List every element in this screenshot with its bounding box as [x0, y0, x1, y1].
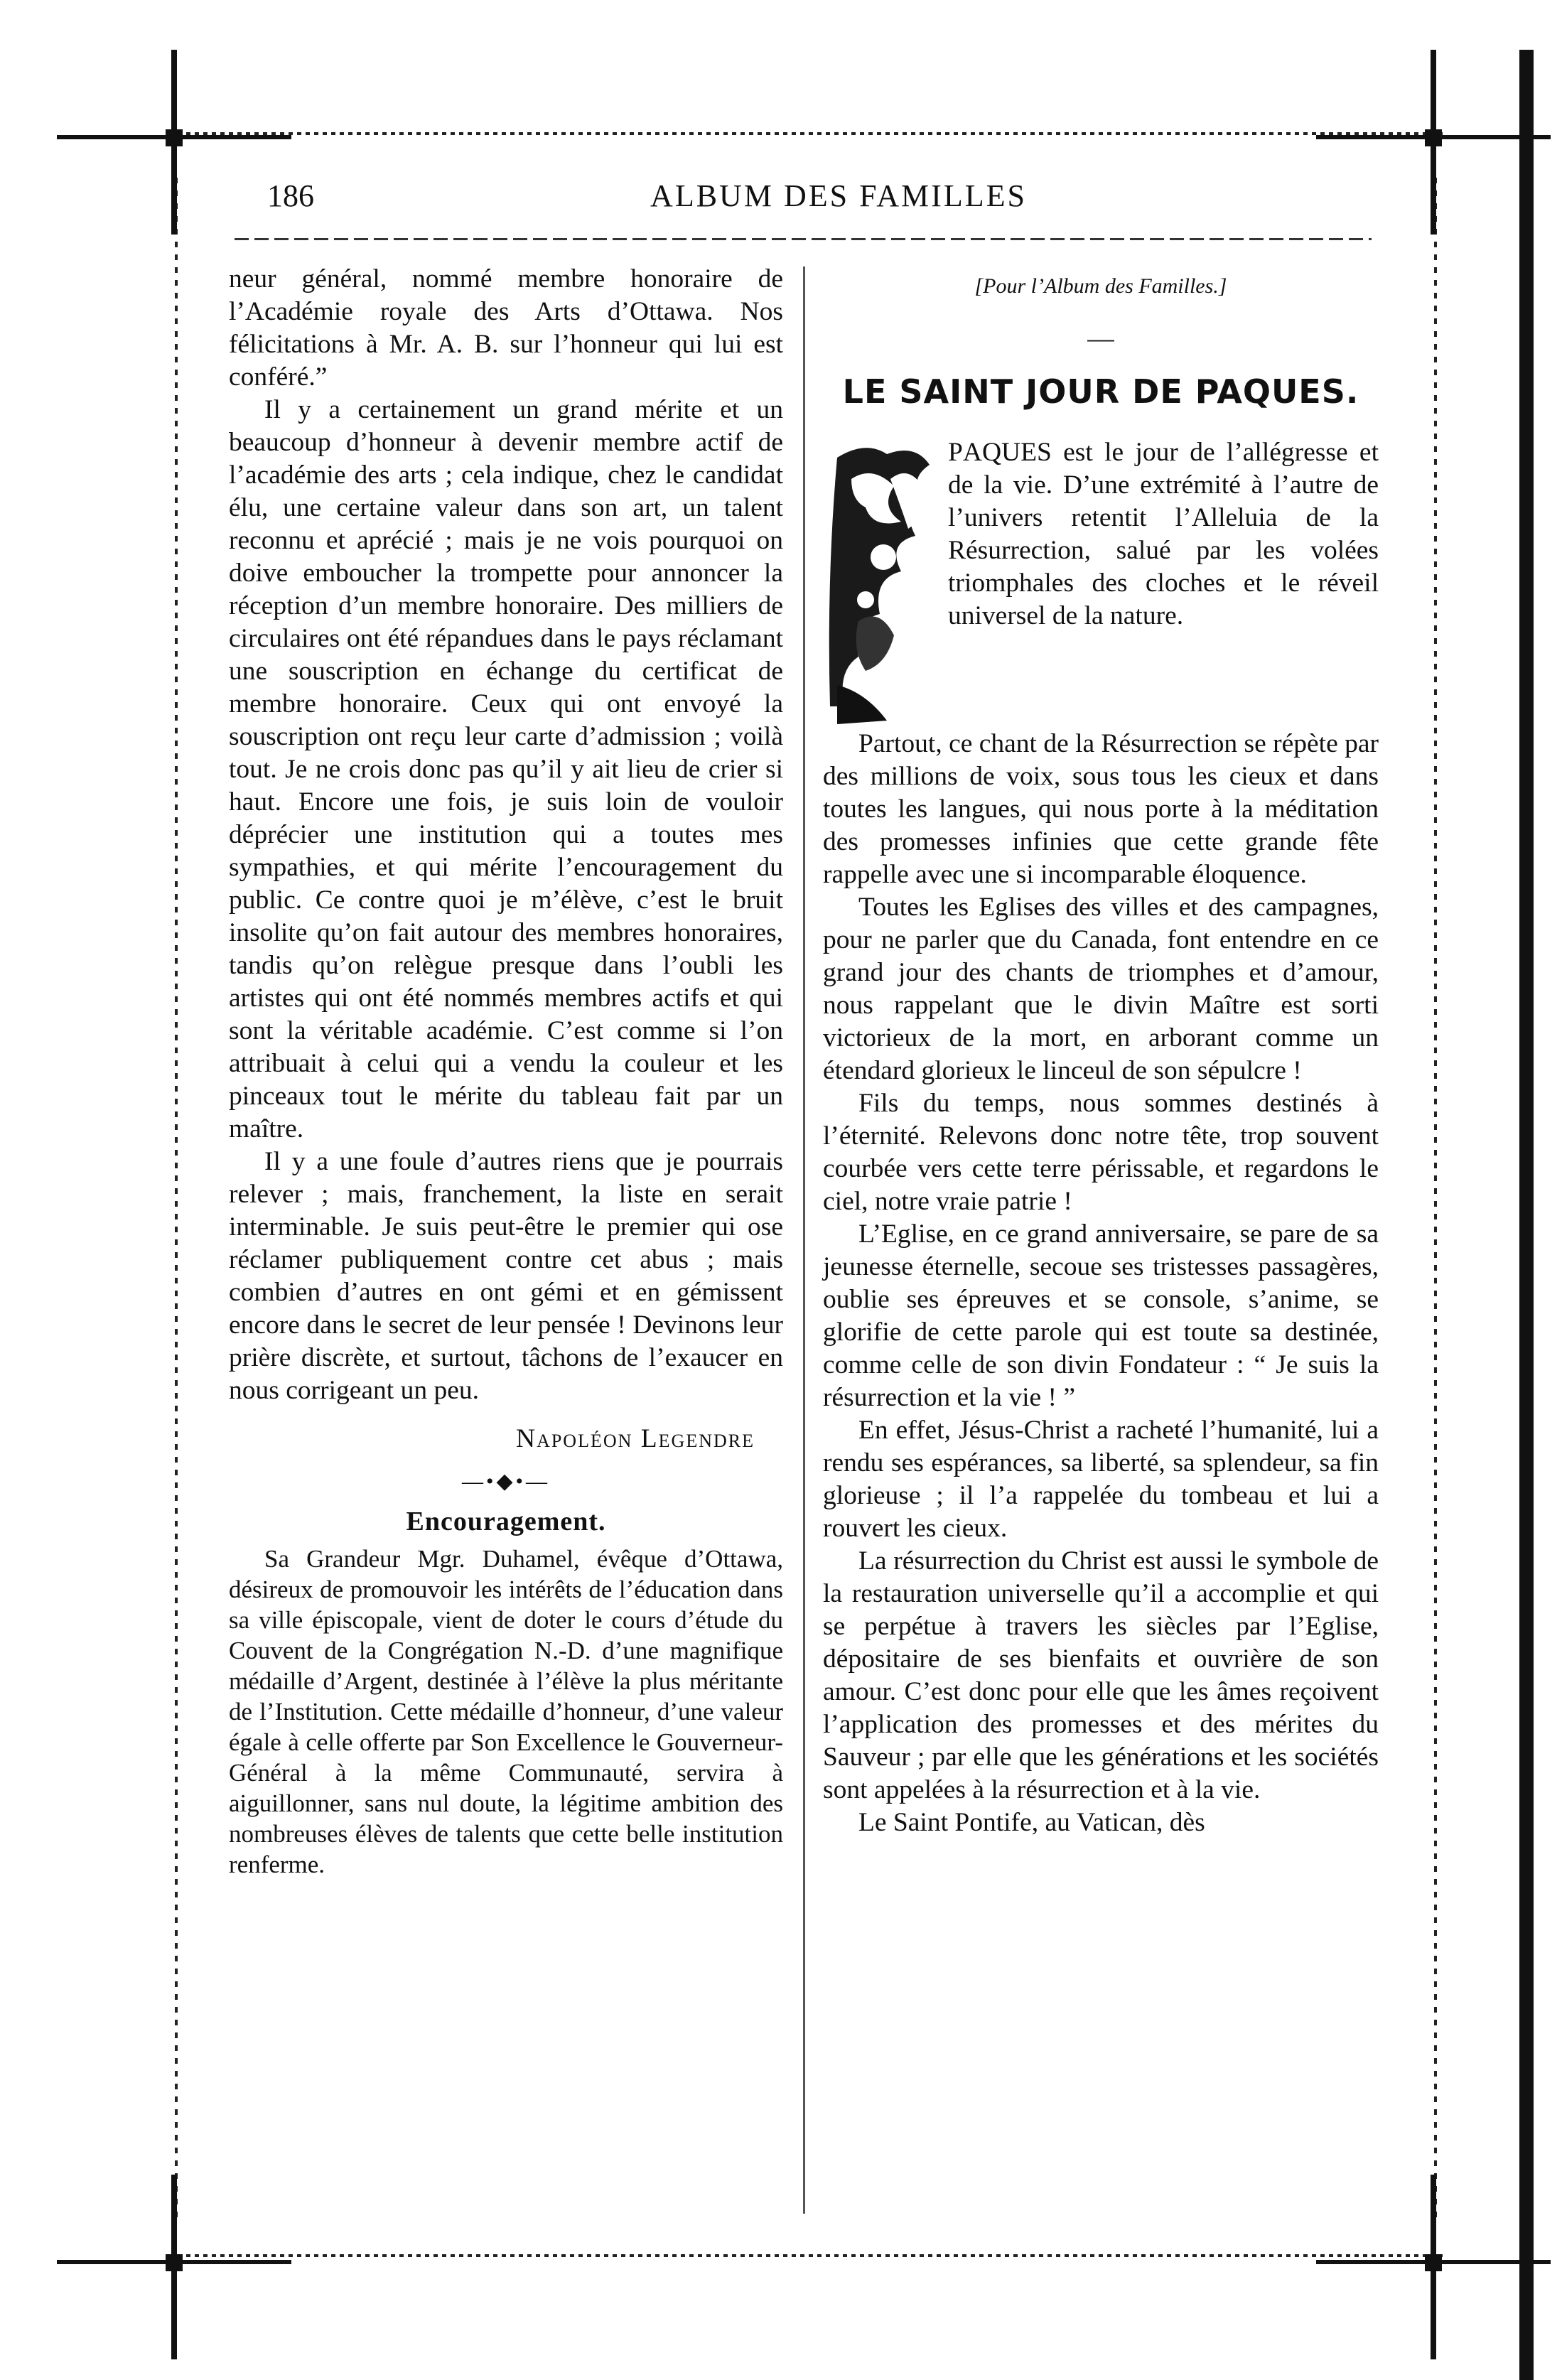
top-border-rule: [178, 132, 1443, 135]
author-signature: Napoléon Legendre: [515, 1424, 755, 1453]
fleuron-ornament: —•◆•—: [461, 1470, 551, 1493]
ornamental-cross-icon: [142, 2175, 206, 2359]
left-column: [229, 263, 783, 1880]
page-number: 186: [267, 178, 314, 213]
ornamental-cross-icon: [1401, 2175, 1465, 2359]
separator-dash: —: [1087, 324, 1114, 353]
article-title: LE SAINT JOUR DE PAQUES.: [842, 372, 1359, 411]
section-body: Sa Grandeur Mgr. Duhamel, évêque d’Ottawa, désireux de promouvoir les intérêts de l’éducation dans sa ville épiscopale, vient de doter le cours d’étude du Couvent de la Congrégation N.-D. d’une magnifique médaille d’Argent, destinée à l’élève la plus méritante de l’Institution. Cette médaille d’honneur, d’une valeur égale à celle offerte par Son Excellence le Gouverneur-Général à la même Communauté, servira à aiguillonner, sans nul doute, la légitime ambition des nombreuses élèves de talents que cette belle institution renferme.: [229, 1545, 783, 1878]
running-title: ALBUM DES FAMILLES: [650, 178, 1027, 213]
section-heading: Encouragement.: [406, 1507, 606, 1536]
dropcap-letter: P: [948, 438, 963, 467]
header-rule: [235, 238, 1372, 240]
column-divider: [803, 266, 805, 2214]
page-header: [235, 178, 1443, 220]
paragraph: Toutes les Eglises des villes et des campagnes, pour ne parler que du Canada, font entendre en ce grand jour des chants de triomphes et d’amour, nous rappelant que le divin Maître est sorti victorieux de la mort, en arborant comme un étendard glorieux le linceul de son sépulcre !: [823, 893, 1379, 1085]
page-edge-bar: [1519, 50, 1534, 2380]
paragraph: Le Saint Pontife, au Vatican, dès: [858, 1808, 1205, 1837]
left-border-rule: [175, 178, 178, 2217]
right-border-rule: [1434, 178, 1437, 2217]
paragraph: L’Eglise, en ce grand anniversaire, se pare de sa jeunesse éternelle, secoue ses tristesses passagères, oublie ses épreuves et se console, s’anime, se glorifie de cette parole qui est toute sa destinée, comme celle de son divin Fondateur : “ Je suis la résurrection et la vie ! ”: [823, 1219, 1379, 1412]
paragraph: La résurrection du Christ est aussi le symbole de la restauration universelle qu’il a accomplie et qui se perpétue à travers les siècles par l’Eglise, dépositaire de ses bienfaits et ouvrière de son amour. C’est donc pour elle que les âmes reçoivent l’application des promesses et des mérites du Sauveur ; par elle que les générations et les sociétés sont appelées à la résurrection et à la vie.: [823, 1546, 1379, 1804]
attribution-line: [Pour l’Album des Familles.]: [974, 274, 1227, 298]
opening-paragraph: [823, 436, 1379, 728]
ornamental-cross-icon: [142, 50, 206, 235]
paragraph: En effet, Jésus-Christ a racheté l’humanité, lui a rendu ses espérances, sa liberté, sa splendeur, sa fin glorieuse ; il l’a rappelée du tombeau et lui a rouvert les cieux.: [823, 1416, 1379, 1543]
bottom-border-rule: [178, 2254, 1443, 2257]
drop-cap-ornament-icon: [823, 436, 938, 728]
paragraph: Il y a une foule d’autres riens que je pourrais relever ; mais, franchement, la liste en serait interminable. Je suis peut-être le premier qui ose réclamer publiquement contre cet abus ; mais combien d’autres en ont gémi et en gémissent encore dans le secret de leur pensée ! Devinons leur prière discrète, et surtout, tâchons de l’exaucer en nous corrigeant un peu.: [229, 1147, 783, 1405]
paragraph: Partout, ce chant de la Résurrection se répète par des millions de voix, sous tous les cieux et dans toutes les langues, qui nous porte à la méditation des promesses infinies que cette grande fête rappelle avec une si incomparable éloquence.: [823, 729, 1379, 889]
opening-text-body: AQUES est le jour de l’allégresse et de la vie. D’une extrémité à l’autre de l’univers retentit l’Alleluia de la Résurrection, salué par les volées triomphales des cloches et le réveil universel de la nature.: [948, 438, 1379, 630]
right-column: [823, 263, 1379, 1839]
paragraph: Fils du temps, nous sommes destinés à l’éternité. Relevons donc notre tête, trop souvent courbée vers cette terre périssable, et regardons le ciel, notre vraie patrie !: [823, 1089, 1379, 1216]
paragraph: neur général, nommé membre honoraire de l’Académie royale des Arts d’Ottawa. Nos félicitations à Mr. A. B. sur l’honneur qui lui est conféré.”: [229, 264, 783, 392]
paragraph: Il y a certainement un grand mérite et un beaucoup d’honneur à devenir membre actif de l’académie des arts ; cela indique, chez le candidat élu, une certaine valeur dans son art, un talent reconnu et aprécié ; mais je ne vois pourquoi on doive emboucher la trompette pour annoncer la réception d’un membre honoraire. Des milliers de circulaires ont été répandues dans le pays réclamant une souscription en échange du certificat de membre honoraire. Ceux qui ont envoyé la souscription ont reçu leur carte d’admission ; voilà tout. Je ne crois donc pas qu’il y ait lieu de crier si haut. Encore une fois, je suis loin de vouloir déprécier une institution qui a toutes mes sympathies, et qui mérite l’encouragement du public. Ce contre quoi je m’élève, c’est le bruit insolite qu’on fait autour des membres honoraires, tandis qu’on relègue presque dans l’oubli les artistes qui ont été nommés membres actifs et qui sont la véritable académie. C’est comme si l’on attribuait à celui qui a vendu la couleur et les pinceaux tout le mérite du tableau fait par un maître.: [229, 395, 783, 1143]
